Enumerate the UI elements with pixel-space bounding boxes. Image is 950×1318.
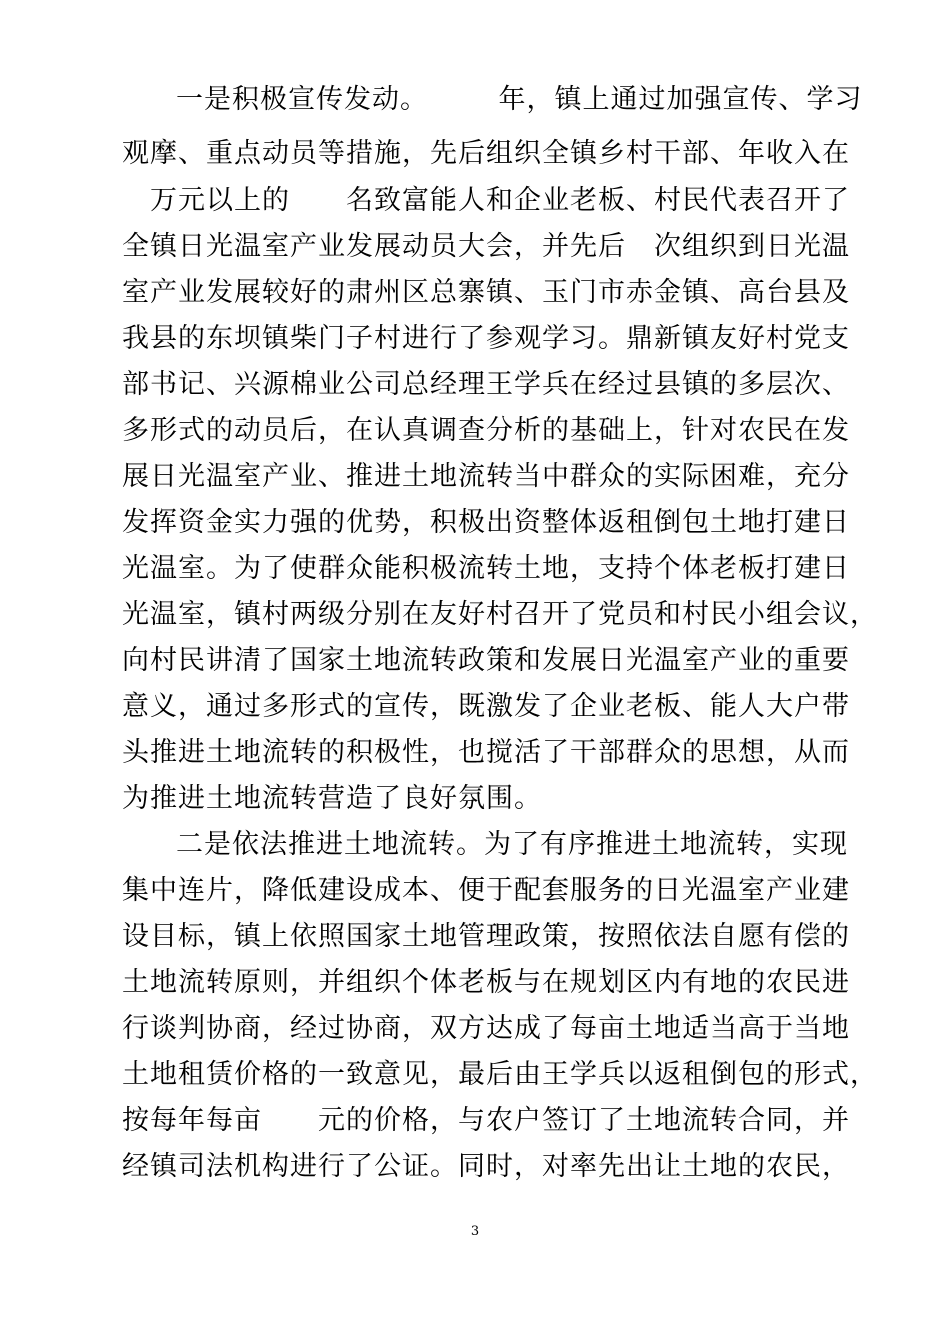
text-line: 部书记、兴源棉业公司总经理王学兵在经过县镇的多层次、 <box>122 369 850 400</box>
text-line: 光温室，镇村两级分别在友好村召开了党员和村民小组会议， <box>122 599 878 630</box>
text-line: 设目标，镇上依照国家土地管理政策，按照依法自愿有偿的 <box>122 921 850 952</box>
text-line: 光温室。为了使群众能积极流转土地，支持个体老板打建日 <box>122 553 850 584</box>
text-line: 全镇日光温室产业发展动员大会，并先后 次组织到日光温 <box>122 231 850 262</box>
text-line: 头推进土地流转的积极性，也搅活了干部群众的思想，从而 <box>122 737 850 768</box>
text-line: 万元以上的 名致富能人和企业老板、村民代表召开了 <box>122 185 850 216</box>
text-line: 一是积极宣传发动。 年，镇上通过加强宣传、学习 <box>176 84 863 115</box>
text-line: 经镇司法机构进行了公证。同时，对率先出让土地的农民， <box>122 1151 850 1182</box>
text-line: 为推进土地流转营造了良好氛围。 <box>122 783 542 814</box>
text-line: 集中连片，降低建设成本、便于配套服务的日光温室产业建 <box>122 875 850 906</box>
text-line: 发挥资金实力强的优势，积极出资整体返租倒包土地打建日 <box>122 507 850 538</box>
text-line: 展日光温室产业、推进土地流转当中群众的实际困难，充分 <box>122 461 850 492</box>
text-line: 室产业发展较好的肃州区总寨镇、玉门市赤金镇、高台县及 <box>122 277 850 308</box>
text-line: 二是依法推进土地流转。为了有序推进土地流转，实现 <box>176 829 848 860</box>
text-line: 向村民讲清了国家土地流转政策和发展日光温室产业的重要 <box>122 645 850 676</box>
text-line: 观摩、重点动员等措施，先后组织全镇乡村干部、年收入在 <box>122 138 850 169</box>
text-line: 土地流转原则，并组织个体老板与在规划区内有地的农民进 <box>122 967 850 998</box>
page-number: 3 <box>470 1224 480 1239</box>
text-line: 多形式的动员后，在认真调查分析的基础上，针对农民在发 <box>122 415 850 446</box>
text-line: 我县的东坝镇柴门子村进行了参观学习。鼎新镇友好村党支 <box>122 323 850 354</box>
text-line: 行谈判协商，经过协商，双方达成了每亩土地适当高于当地 <box>122 1013 850 1044</box>
text-line: 意义，通过多形式的宣传，既激发了企业老板、能人大户带 <box>122 691 850 722</box>
text-line: 按每年每亩 元的价格，与农户签订了土地流转合同，并 <box>122 1105 850 1136</box>
text-line: 土地租赁价格的一致意见，最后由王学兵以返租倒包的形式， <box>122 1059 878 1090</box>
